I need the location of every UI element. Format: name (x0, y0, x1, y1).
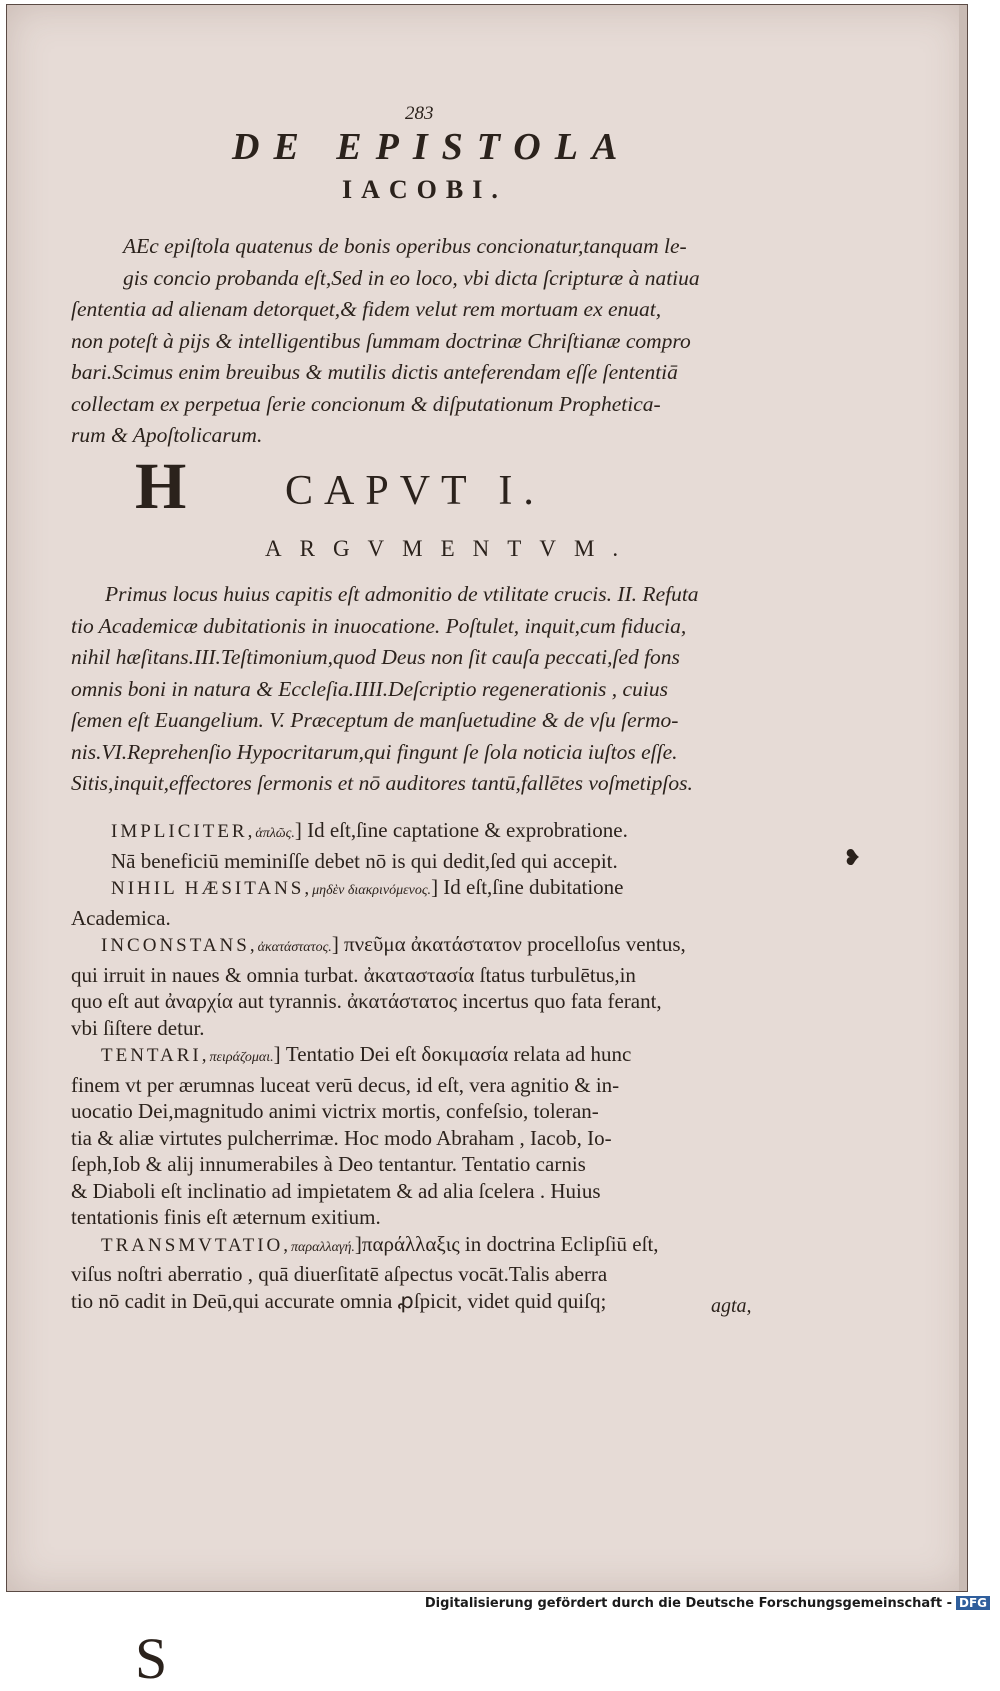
note-line (71, 1178, 785, 1205)
note-line (71, 1288, 785, 1315)
note-lemma: NIHIL HÆSITANS, (111, 878, 313, 899)
note-line (71, 962, 785, 989)
intro-line: ſententia ad alienam detorquet,& fidem velut rem mortuam ex enuat, (71, 297, 662, 321)
note-text: ] πνεῦμα ἀκατάστατον procelloſus ventus, (331, 932, 686, 956)
note-line (71, 1151, 785, 1178)
note-text: Academica. (71, 905, 171, 930)
note-line (71, 988, 785, 1015)
note-line (71, 1098, 785, 1125)
note-line (71, 874, 785, 905)
intro-line: gis concio probanda eſt,Sed in eo loco, vbi dicta ſcripturæ à natiua (123, 265, 700, 290)
heading-title: DE EPISTOLA (232, 126, 632, 168)
note-text: viſus noſtri aberratio , quā diuerſitatē aſpectus vocāt.Talis aberra (71, 1262, 608, 1286)
argument-line: nis.VI.Reprehenſio Hypocritarum,qui fingunt ſe ſola noticia iuſtos eſſe. (71, 739, 678, 764)
margin-mark: ❥ (843, 845, 862, 870)
note-text: & Diaboli eſt inclinatio ad impietatem & ad alia ſcelera . Huius (71, 1178, 601, 1203)
intro-line: bari.Scimus enim breuibus & mutilis dictis anteferendam eſſe ſententiā (71, 360, 678, 384)
heading-subtitle: IACOBI. (342, 175, 507, 204)
note-text: ſeph,Iob & alij innumerabiles à Deo tentantur. Tentatio carnis (71, 1152, 586, 1176)
note-text: qui irruit in naues & omnia turbat. ἀκαταστασία ſtatus turbulētus,in (71, 962, 636, 987)
intro-line: rum & Apoſtolicarum. (71, 423, 263, 447)
argument-line: omnis boni in natura & Eccleſia.IIII.Deſcriptio regenerationis , cuius (71, 676, 668, 701)
note-text: ]παράλλαξις in doctrina Eclipſiū eſt, (354, 1231, 659, 1256)
intro-dropcap: H (135, 450, 187, 523)
note-text: finem vt per ærumnas luceat verū decus, id eſt, vera agnitio & in- (71, 1072, 620, 1097)
note-line (71, 905, 785, 932)
catchword: agta, (711, 1295, 752, 1317)
page-edge (959, 5, 967, 1591)
credit-text: Digitalisierung gefördert durch die Deutsche Forschungsgemeinschaft - (424, 1596, 952, 1611)
notes-dropcap: S (135, 1626, 168, 1691)
note-text: vbi ſiſtere detur. (71, 1015, 205, 1040)
note-line (71, 1261, 785, 1288)
argument-line: Sitis,inquit,effectores ſermonis et nō auditores tantū,fallētes voſmetipſos. (71, 771, 693, 795)
argument-line: nihil hæſitans.III.Teſtimonium,quod Deus non ſit cauſa peccati,ſed fons (71, 645, 680, 669)
note-line (71, 931, 785, 962)
digitization-credit (425, 1596, 990, 1611)
note-text: tio nō cadit in Deū,qui accurate omnia ꝓſpicit, videt quid quiſq; (71, 1288, 607, 1313)
folio-number: 283 (405, 103, 434, 124)
note-text: ] Id eſt,ſine dubitatione (431, 875, 624, 899)
note-greek: παραλλαγή. (291, 1239, 355, 1255)
argument-paragraph (71, 579, 783, 800)
intro-line: collectam ex perpetua ſerie concionum & diſputationum Propheticа- (71, 391, 661, 416)
note-text: ] Id eſt,ſine captatione & exprobratione. (294, 818, 628, 842)
intro-line: non poteſt à pijs & intelligentibus ſummam doctrinæ Chriſtianæ compro (71, 328, 691, 353)
intro-line: AEc epiſtola quatenus de bonis operibus concionatur,tanquam le- (123, 234, 687, 258)
note-lemma: TENTARI, (101, 1045, 210, 1066)
chapter-heading: CAPVT I. (285, 468, 545, 514)
note-line (71, 1204, 785, 1231)
note-text: uocatio Dei,magnitudo animi victrix mortis, confeſsio, toleran- (71, 1099, 599, 1123)
note-text: Nā beneficiū meminiſſe debet nō is qui dedit,ſed qui accepit. (111, 848, 618, 873)
note-lemma: IMPLICITER, (111, 821, 256, 842)
note-lemma: TRANSMVTATIO, (101, 1234, 292, 1256)
dfg-logo: DFG (956, 1596, 990, 1610)
note-line (71, 848, 785, 875)
note-text: ] Tentatio Dei eſt δοκιμασία relata ad hunc (273, 1042, 632, 1066)
argument-line: ſemen eſt Euangelium. V. Præceptum de manſuetudine & de vſu ſermo- (71, 708, 679, 732)
note-greek: ἀκατάστατος. (257, 940, 332, 955)
note-line (71, 1125, 785, 1152)
note-line (71, 1231, 785, 1262)
note-text: tia & aliæ virtutes pulcherrimæ. Hoc modo Abraham , Iacob, Io- (71, 1125, 612, 1150)
note-greek: μηδὲν διακρινόμενος. (312, 883, 432, 898)
note-line (71, 1015, 785, 1042)
note-line (71, 1041, 785, 1072)
note-text: quo eſt aut ἀναρχία aut tyrannis. ἀκατάστατος incertus quo fata ferant, (71, 989, 662, 1013)
note-line (71, 1072, 785, 1099)
note-greek: ἁπλῶς. (255, 826, 295, 841)
note-lemma: INCONSTANS, (101, 935, 258, 956)
argument-heading: ARGVMENTVM. (265, 536, 637, 561)
argument-line: tio Academicæ dubitationis in inuocatione. Poſtulet, inquit,cum fiducia, (71, 613, 687, 638)
note-text: tentationis finis eſt æternum exitium. (71, 1205, 381, 1229)
argument-line: Primus locus huius capitis eſt admonitio de vtilitate crucis. II. Refuta (105, 582, 699, 606)
note-line (71, 817, 785, 848)
note-greek: πειράζομαι. (209, 1050, 274, 1065)
